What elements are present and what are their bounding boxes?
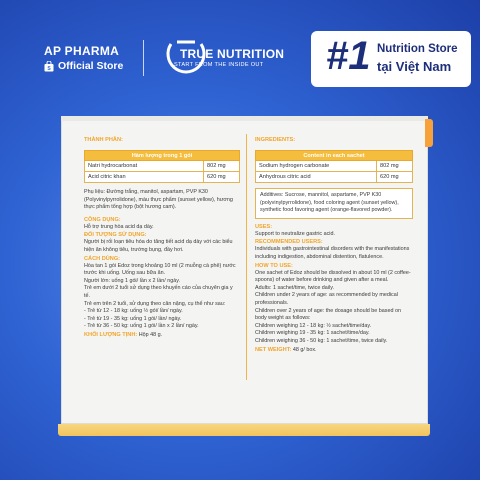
vn-table-header: Hàm lượng trong 1 gói: [85, 151, 240, 161]
header: [0, 0, 480, 100]
vn-howto-5: - Trẻ từ 19 - 35 kg: uống 1 gói/ lần/ ngày.: [84, 315, 182, 322]
en-weight: [255, 346, 413, 355]
rank-badge: [311, 31, 471, 87]
table-row: [256, 161, 413, 172]
vn-row-value: 802 mg: [204, 161, 240, 172]
vn-howto-heading: CÁCH DÙNG:: [84, 255, 121, 262]
official-store: [44, 60, 123, 72]
shopping-bag-icon: [44, 61, 54, 72]
vn-row-value: 620 mg: [204, 172, 240, 183]
vn-howto-2: Trẻ em dưới 2 tuổi sử dụng theo khuyến cáo của chuyên gia y tế.: [84, 285, 233, 299]
vn-uses: Hỗ trợ trung hòa acid dạ dày.: [84, 223, 154, 230]
partner-name: TRUE NUTRITION: [180, 47, 285, 61]
table-row: [85, 172, 240, 183]
partner-tagline: START FROM THE INSIDE OUT: [174, 62, 264, 68]
en-uses: Support to neutralize gastric acid.: [255, 230, 336, 237]
en-weight-heading: NET WEIGHT:: [255, 346, 292, 353]
vn-target: Người bị rối loạn tiêu hóa do tăng tiết acid dạ dày với các biểu hiện ăn không tiêu, trướng bụng, đầy hơi.: [84, 239, 233, 253]
en-howto-3: Children over 2 years of age: the dosage should be based on body weight as follows:: [255, 307, 401, 322]
vn-howto-1: Người lớn: uống 1 gói/ lần x 2 lần/ ngày.: [84, 277, 180, 284]
en-row-value: 802 mg: [377, 161, 413, 172]
vn-excipients: Phụ liệu: Đường trắng, manitol, aspartam, PVP K30 (Polyvinylpyrrolidone), màu thực phẩm (sunset yellow), hương thực phẩm tổng hợp (bột hương cam).: [84, 189, 233, 211]
en-howto-5: Children weighing 19 - 35 kg: 1 sachet/time/day.: [255, 330, 370, 337]
header-divider: [143, 40, 144, 76]
vn-weight-heading: KHỐI LƯỢNG TỊNH:: [84, 331, 138, 338]
vn-howto-0: Hòa tan 1 gói Edoz trong khoảng 10 ml (2 muỗng cà phê) nước trước khi uống. Uống sau bữa ăn.: [84, 262, 236, 277]
table-row: [256, 172, 413, 183]
table-row: [85, 161, 240, 172]
vn-howto-6: - Trẻ từ 36 - 50 kg: uống 1 gói/ lần x 2 lần/ ngày.: [84, 323, 199, 330]
en-row-name: Sodium hydrogen carbonate: [256, 161, 377, 172]
en-howto-4: Children weighing 12 - 18 kg: ½ sachet/time/day.: [255, 322, 372, 329]
vn-target-heading: ĐỐI TƯỢNG SỬ DỤNG:: [84, 232, 147, 239]
en-additives: Additives: Sucrose, mannitol, aspartame, PVP K30 (polyvinylpyrrolidone), food coloring agent (sunset yellow), synthetic food favoring agent (orange-flavored powder).: [255, 188, 413, 219]
vn-howto-3: Trẻ em trên 2 tuổi, sử dụng theo cân nặng, cụ thể như sau:: [84, 300, 226, 307]
vn-weight-value: Hộp 48 g.: [138, 331, 163, 338]
en-ingredients-table: [255, 150, 413, 183]
en-ingredients-heading: INGREDIENTS:: [255, 137, 296, 143]
box-top-edge: [61, 116, 428, 121]
vn-weight: [84, 331, 240, 340]
vn-composition-heading: THÀNH PHẦN:: [84, 137, 123, 143]
brand-name: AP PHARMA: [44, 44, 120, 58]
vn-uses-heading: CÔNG DỤNG:: [84, 216, 121, 223]
label-vietnamese: [84, 136, 240, 340]
box-bottom-edge: [58, 424, 430, 436]
vn-composition-table: [84, 150, 240, 183]
badge-line2: tại Việt Nam: [377, 59, 452, 74]
box-side-tab: [425, 119, 433, 147]
en-howto-6: Children weighing 36 - 50 kg: 1 sachet/time, twice daily.: [255, 337, 388, 344]
store-label: Official Store: [58, 60, 124, 72]
label-english: [255, 136, 413, 354]
en-recommended-heading: RECOMMENDED USERS:: [255, 239, 323, 246]
en-howto-heading: HOW TO USE:: [255, 262, 293, 269]
en-row-name: Anhydrous citric acid: [256, 172, 377, 183]
badge-line1: Nutrition Store: [377, 43, 458, 55]
vn-howto-4: - Trẻ từ 12 - 18 kg: uống ½ gói/ lần/ ngày.: [84, 308, 183, 315]
column-separator: [246, 134, 247, 380]
en-weight-value: 48 g/ box.: [292, 346, 317, 353]
vn-row-name: Natri hydrocarbonat: [85, 161, 204, 172]
en-row-value: 620 mg: [377, 172, 413, 183]
en-uses-heading: USES:: [255, 223, 273, 230]
vn-row-name: Acid citric khan: [85, 172, 204, 183]
en-howto-1: Adults: 1 sachet/time, twice daily.: [255, 284, 334, 291]
en-recommended: Individuals with gastrointestinal disorders with the manifestations including indigestion, abdominal distention, flatulence.: [255, 246, 410, 260]
svg-text:S: S: [47, 65, 51, 72]
en-table-header: Content in each sachet: [256, 151, 413, 161]
en-howto-2: Children under 2 years of age: as recommended by medical professionals.: [255, 292, 398, 306]
badge-number: #1: [326, 34, 371, 78]
en-howto-0: One sachet of Edoz should be dissolved in about 10 ml (2 coffee-spoons) of water before drinking and given after a meal.: [255, 269, 411, 284]
